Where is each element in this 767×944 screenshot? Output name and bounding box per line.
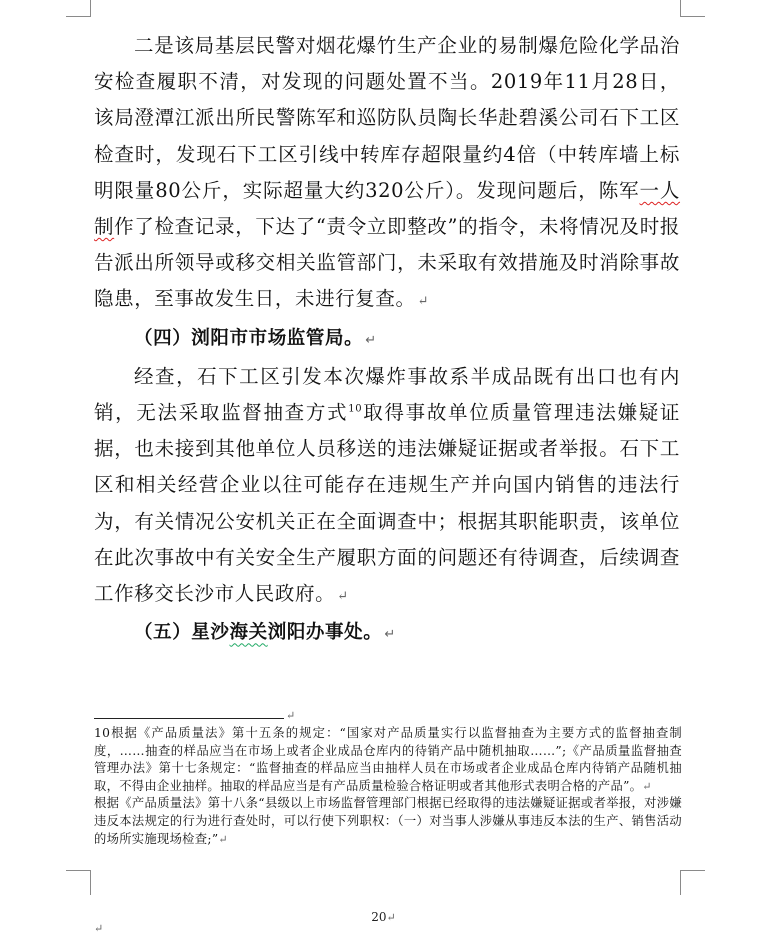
paragraph-mark: ↵	[94, 922, 104, 935]
footnote-reference[interactable]: 10	[348, 403, 363, 415]
paragraph-text: 经查，石下工区引发本次爆炸事故系半成品既有出口也有内销，无法采取监督抽查方式	[94, 364, 680, 425]
paragraph-market-supervision[interactable]	[94, 359, 680, 615]
crop-mark-bottom-right	[680, 870, 705, 895]
grammar-underlined-text: 海关	[229, 622, 268, 644]
heading-text: （五）星沙	[134, 622, 230, 644]
crop-mark-bottom-left	[66, 870, 91, 895]
paragraph-mark: ↵	[337, 589, 349, 605]
paragraph-mark: ↵	[384, 627, 396, 643]
footnote-text: 根据《产品质量法》第十八条“县级以上市场监督管理部门根据已经取得的违法嫌疑证据或者举报，对涉嫌违反本法规定的行为进行查处时，可以行使下列职权：（一）对当事人涉嫌从事违反本法的生产、销售活动的场所实施现场检查;”	[94, 796, 682, 846]
paragraph-mark: ↵	[642, 779, 652, 793]
heading-market-supervision[interactable]	[94, 321, 680, 359]
paragraph-text: 作了检查记录，下达了“责令立即整改”的指令，未将情况及时报告派出所领导或移交相关监管部门，未采取有效措施及时消除事故隐患，至事故发生日，未进行复查。	[94, 215, 680, 311]
footnote-separator	[94, 718, 284, 719]
heading-text: 浏阳办事处。	[267, 622, 383, 644]
paragraph-police-duty[interactable]	[94, 28, 680, 321]
paragraph-mark: ↵	[218, 832, 228, 846]
paragraph-mark: ↵	[365, 332, 377, 348]
paragraph-mark: ↵	[286, 709, 296, 722]
page-number-text: 20	[371, 910, 387, 924]
paragraph-mark: ↵	[417, 294, 430, 310]
crop-mark-top-right	[680, 0, 705, 17]
footnote-continuation[interactable]	[94, 795, 682, 848]
document-body	[94, 28, 680, 653]
spellcheck-underlined-text: 一人制	[94, 178, 681, 239]
paragraph-mark: ↵	[386, 911, 396, 924]
paragraph-text: 取得事故单位质量管理违法嫌疑证据，也未接到其他单位人员移送的违法嫌疑证据或者举报。石下工区和相关经营企业以往可能存在违规生产并向国内销售的违法行为，有关情况公安机关正在全面调查中；根据其职能职责，该单位在此次事故中有关安全生产履职方面的问题还有待调查，后续调查工作移交长沙市人民政府。	[94, 401, 680, 606]
footnote-area	[94, 725, 682, 848]
paragraph-text: 二是该局基层民警对烟花爆竹生产企业的易制爆危险化学品治安检查履职不清，对发现的问题处置不当。2019年11月28日，该局澄潭江派出所民警陈军和巡防队员陶长华赴碧溪公司石下工区检查时，发现石下工区引线中转库存超限量约4倍（中转库墙上标明限量80公斤，实际超量大约320公斤）。发现问题后，陈军	[94, 34, 680, 202]
heading-customs-office[interactable]	[94, 615, 680, 653]
footnote-10[interactable]	[94, 725, 682, 795]
crop-mark-top-left	[66, 0, 91, 17]
footnote-text: 10根据《产品质量法》第十五条的规定：“国家对产品质量实行以监督抽查为主要方式的监督抽查制度，……抽查的样品应当在市场上或者企业成品仓库内的待销产品中随机抽取……”;《产品质量监督抽查管理办法》第十七条规定：“监督抽查的样品应当由抽样人员在市场或者企业成品仓库内待销产品随机抽取，不得由企业抽样。抽取的样品应当是有产品质量检验合格证明或者其他形式表明合格的产品”。	[94, 726, 682, 793]
heading-text: （四）浏阳市市场监管局。	[134, 327, 364, 349]
page-number	[0, 910, 767, 924]
